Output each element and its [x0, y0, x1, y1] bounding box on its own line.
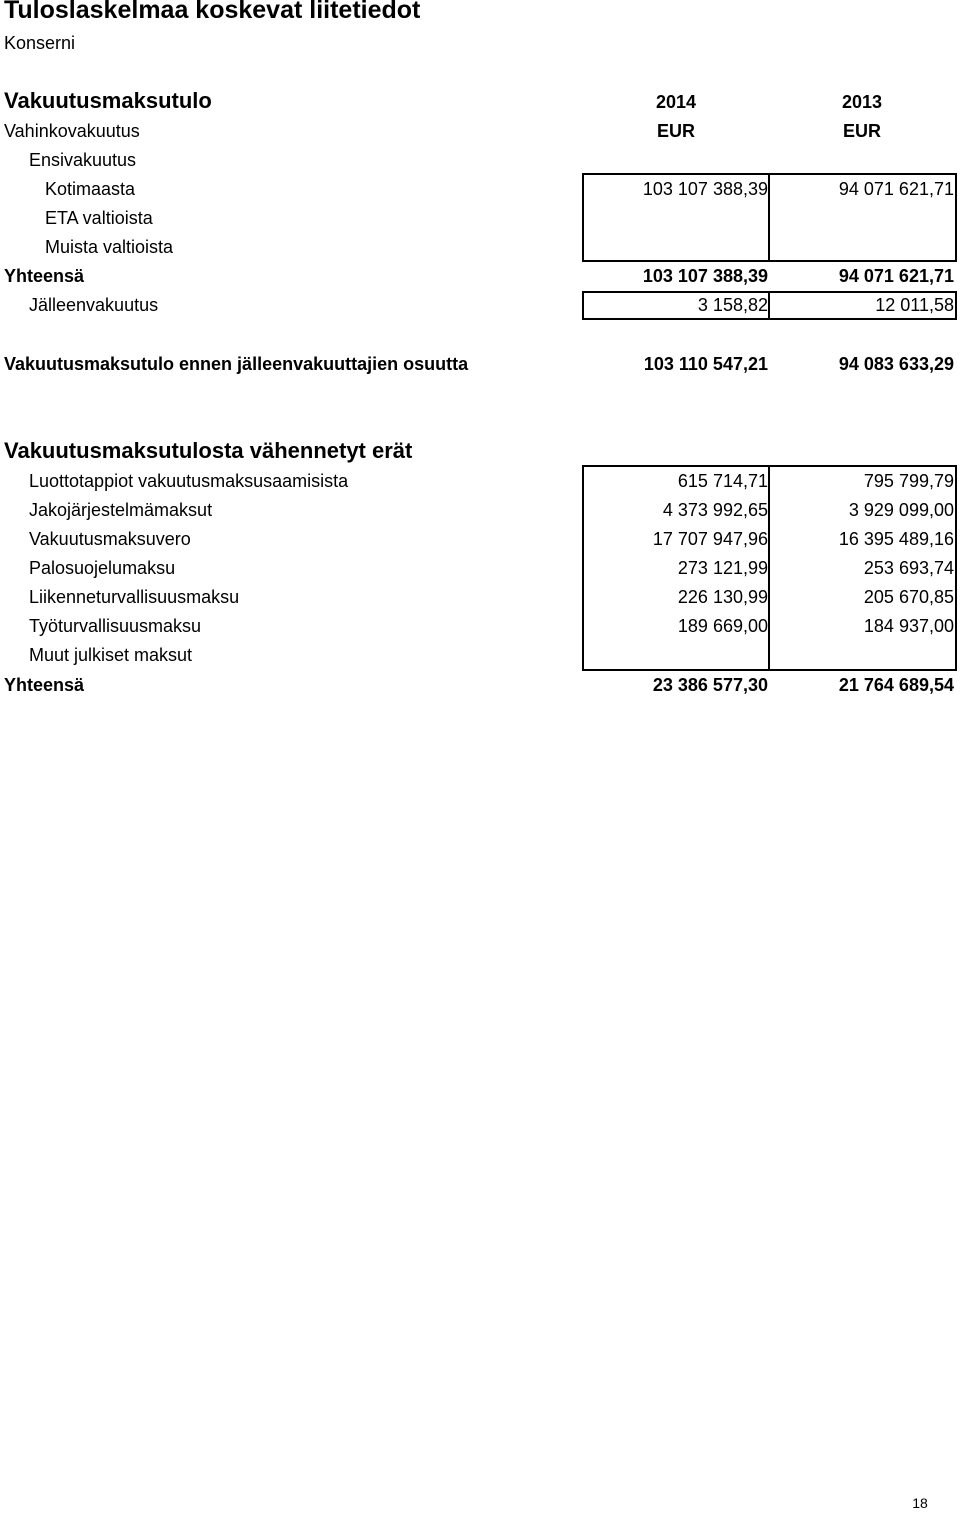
total-label: Yhteensä — [4, 675, 85, 695]
table-border — [768, 291, 770, 320]
table-cell-2013: 795 799,79 — [863, 471, 954, 491]
reinsurance-2014: 3 158,82 — [697, 295, 768, 315]
table-cell-2014: 103 107 388,39 — [642, 179, 768, 199]
gross-premium-2013: 94 083 633,29 — [838, 354, 954, 374]
table-row-label: Muista valtioista — [45, 237, 174, 257]
table-cell-2013: 16 395 489,16 — [838, 529, 954, 549]
table-border — [582, 291, 584, 320]
page-title: Tuloslaskelmaa koskevat liitetiedot — [4, 0, 421, 24]
table-cell-2013: 94 071 621,71 — [838, 179, 954, 199]
table-row-label: Kotimaasta — [45, 179, 136, 199]
table-row-label: Liikenneturvallisuusmaksu — [29, 587, 240, 607]
category-label: Vahinkovakuutus — [4, 121, 140, 141]
total-2014: 103 107 388,39 — [642, 266, 768, 286]
table-row-label: Vakuutusmaksuvero — [29, 529, 191, 549]
table-cell-2013: 3 929 099,00 — [848, 500, 954, 520]
table-row-label: ETA valtioista — [45, 208, 153, 228]
table-row-label: Palosuojelumaksu — [29, 558, 176, 578]
year-header-2013: 2013 — [841, 92, 883, 112]
year-header-2014: 2014 — [655, 92, 697, 112]
table-cell-2014: 615 714,71 — [677, 471, 768, 491]
page-subtitle: Konserni — [4, 33, 76, 53]
total-2014: 23 386 577,30 — [652, 675, 768, 695]
table-cell-2014: 189 669,00 — [677, 616, 768, 636]
reinsurance-label: Jälleenvakuutus — [29, 295, 159, 315]
table-row-label: Jakojärjestelmämaksut — [29, 500, 213, 520]
currency-header-2014: EUR — [656, 121, 695, 141]
reinsurance-2013: 12 011,58 — [875, 295, 954, 315]
table-cell-2013: 184 937,00 — [863, 616, 954, 636]
page-number: 18 — [912, 1495, 928, 1511]
table-border — [955, 291, 957, 320]
table-row-label: Muut julkiset maksut — [29, 645, 193, 665]
table-cell-2014: 17 707 947,96 — [652, 529, 768, 549]
table-cell-2013: 205 670,85 — [863, 587, 954, 607]
total-2013: 21 764 689,54 — [838, 675, 954, 695]
direct-insurance-label: Ensivakuutus — [29, 150, 137, 170]
table-border — [955, 465, 957, 671]
table-border — [768, 173, 770, 262]
table-cell-2013: 253 693,74 — [863, 558, 954, 578]
currency-header-2013: EUR — [842, 121, 881, 141]
table-row-label: Työturvallisuusmaksu — [29, 616, 202, 636]
section-heading-premium-income: Vakuutusmaksutulo — [4, 88, 212, 113]
total-label: Yhteensä — [4, 266, 85, 286]
table-cell-2014: 226 130,99 — [677, 587, 768, 607]
table-cell-2014: 273 121,99 — [677, 558, 768, 578]
table-cell-2014: 4 373 992,65 — [662, 500, 768, 520]
table-border — [582, 173, 584, 262]
total-2013: 94 071 621,71 — [838, 266, 954, 286]
section-heading-deductions: Vakuutusmaksutulosta vähennetyt erät — [4, 438, 413, 463]
gross-premium-2014: 103 110 547,21 — [643, 354, 768, 374]
table-border — [582, 465, 584, 671]
gross-premium-label: Vakuutusmaksutulo ennen jälleenvakuuttajien osuutta — [4, 354, 469, 374]
table-border — [955, 173, 957, 262]
table-border — [768, 465, 770, 671]
table-row-label: Luottotappiot vakuutusmaksusaamisista — [29, 471, 349, 491]
